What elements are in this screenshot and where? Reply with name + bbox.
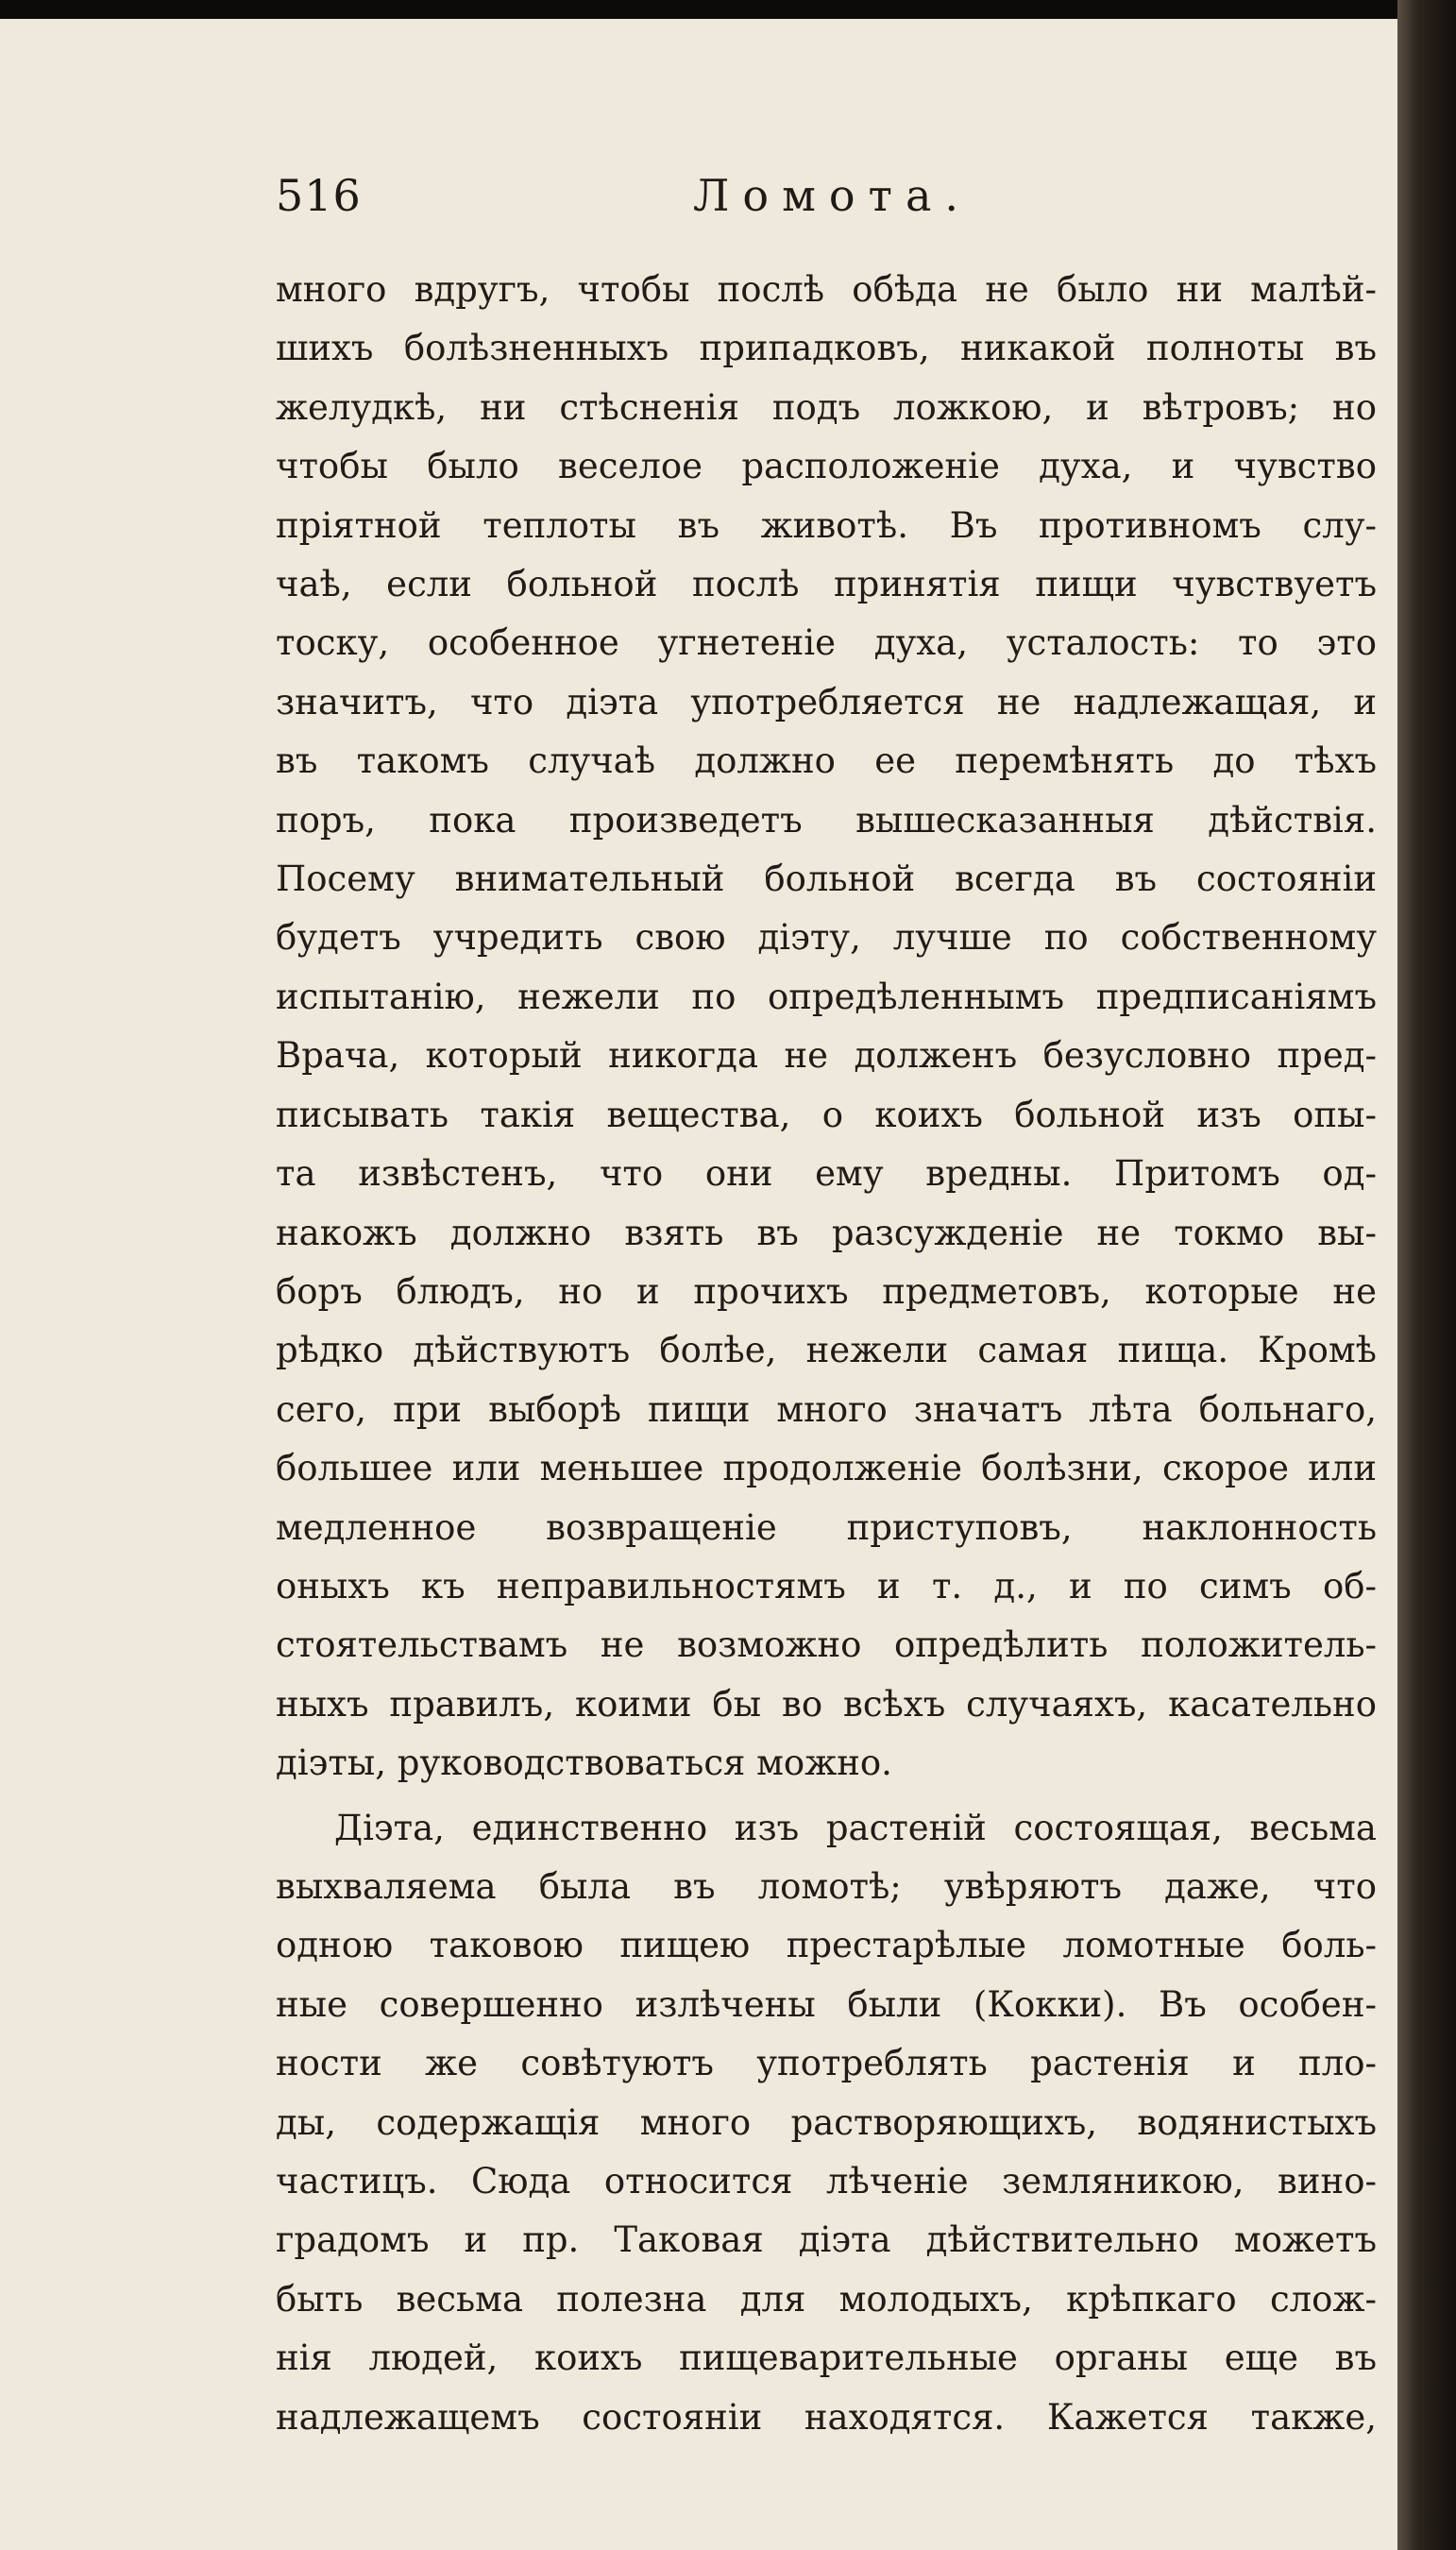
text-line: чаѣ, если больной послѣ принятія пищи чувствуетъ — [276, 564, 1377, 605]
scan-right-edge — [1397, 0, 1456, 2550]
text-line: большее или меньшее продолженіе болѣзни, скорое или — [276, 1448, 1377, 1489]
text-line: будетъ учредить свою діэту, лучше по собственному — [276, 917, 1377, 959]
text-line: та извѣстенъ, что они ему вредны. Притомъ од- — [276, 1153, 1377, 1195]
text-line: стоятельствамъ не возможно опредѣлить положитель- — [276, 1624, 1377, 1666]
text-line: пріятной теплоты въ животѣ. Въ противномъ слу- — [276, 504, 1377, 546]
text-line: сего, при выборѣ пищи много значатъ лѣта больнаго, — [276, 1388, 1377, 1430]
text-line: діэты, руководствоваться можно. — [276, 1742, 892, 1784]
text-line: рѣдко дѣйствуютъ болѣе, нежели самая пища. Кромѣ — [276, 1330, 1377, 1371]
text-line: значитъ, что діэта употребляется не надлежащая, и — [276, 681, 1377, 722]
text-line: Діэта, единственно изъ растеній состоящая, весьма — [334, 1807, 1377, 1848]
body-text — [276, 261, 1377, 2447]
text-line: ности же совѣтуютъ употреблять растенія и пло- — [276, 2043, 1377, 2084]
text-line: шихъ болѣзненныхъ припадковъ, никакой полноты въ — [276, 328, 1377, 369]
text-line: одною таковою пищею престарѣлые ломотные боль- — [276, 1925, 1377, 1966]
text-line: быть весьма полезна для молодыхъ, крѣпкаго слож- — [276, 2278, 1377, 2320]
text-line: ные совершенно излѣчены были (Кокки). Въ особен- — [276, 1983, 1377, 2025]
text-line: поръ, пока произведетъ вышесказанныя дѣйствія. — [276, 799, 1377, 841]
running-head: Ломота. — [693, 170, 973, 221]
text-line: много вдругъ, чтобы послѣ обѣда не было ни малѣй- — [276, 269, 1377, 310]
text-line: испытанію, нежели по опредѣленнымъ предписаніямъ — [276, 976, 1377, 1017]
scan-top-edge — [0, 0, 1456, 19]
text-line: ныхъ правилъ, коими бы во всѣхъ случаяхъ, касательно — [276, 1683, 1377, 1725]
text-line: Посему внимательный больной всегда въ состояніи — [276, 858, 1377, 900]
text-line: желудкѣ, ни стѣсненія подъ ложкою, и вѣтровъ; но — [276, 386, 1377, 428]
text-line: выхваляема была въ ломотѣ; увѣряютъ даже, что — [276, 1865, 1377, 1907]
text-line: медленное возвращеніе приступовъ, наклонность — [276, 1506, 1377, 1548]
text-line: ды, содержащія много растворяющихъ, водянистыхъ — [276, 2101, 1377, 2143]
page-header — [276, 170, 1314, 236]
text-line: писывать такія вещества, о коихъ больной изъ опы- — [276, 1094, 1377, 1135]
text-line: боръ блюдъ, но и прочихъ предметовъ, которые не — [276, 1270, 1377, 1312]
text-line: тоску, особенное угнетеніе духа, усталость: то это — [276, 622, 1377, 664]
text-line: накожъ должно взять въ разсужденіе не токмо вы- — [276, 1212, 1377, 1253]
text-line: Врача, который никогда не долженъ безусловно пред- — [276, 1035, 1377, 1077]
text-line: чтобы было веселое расположеніе духа, и чувство — [276, 446, 1377, 487]
text-line: частицъ. Сюда относится лѣченіе земляникою, вино- — [276, 2161, 1377, 2202]
page-number: 516 — [276, 170, 362, 221]
text-line: нія людей, коихъ пищеварительные органы еще въ — [276, 2338, 1377, 2379]
text-line: въ такомъ случаѣ должно ее перемѣнять до тѣхъ — [276, 740, 1377, 782]
text-line: надлежащемъ состояніи находятся. Кажется также, — [276, 2396, 1377, 2438]
text-line: оныхъ къ неправильностямъ и т. д., и по симъ об- — [276, 1565, 1377, 1606]
text-line: градомъ и пр. Таковая діэта дѣйствительно можетъ — [276, 2219, 1377, 2261]
book-page — [0, 19, 1397, 2550]
